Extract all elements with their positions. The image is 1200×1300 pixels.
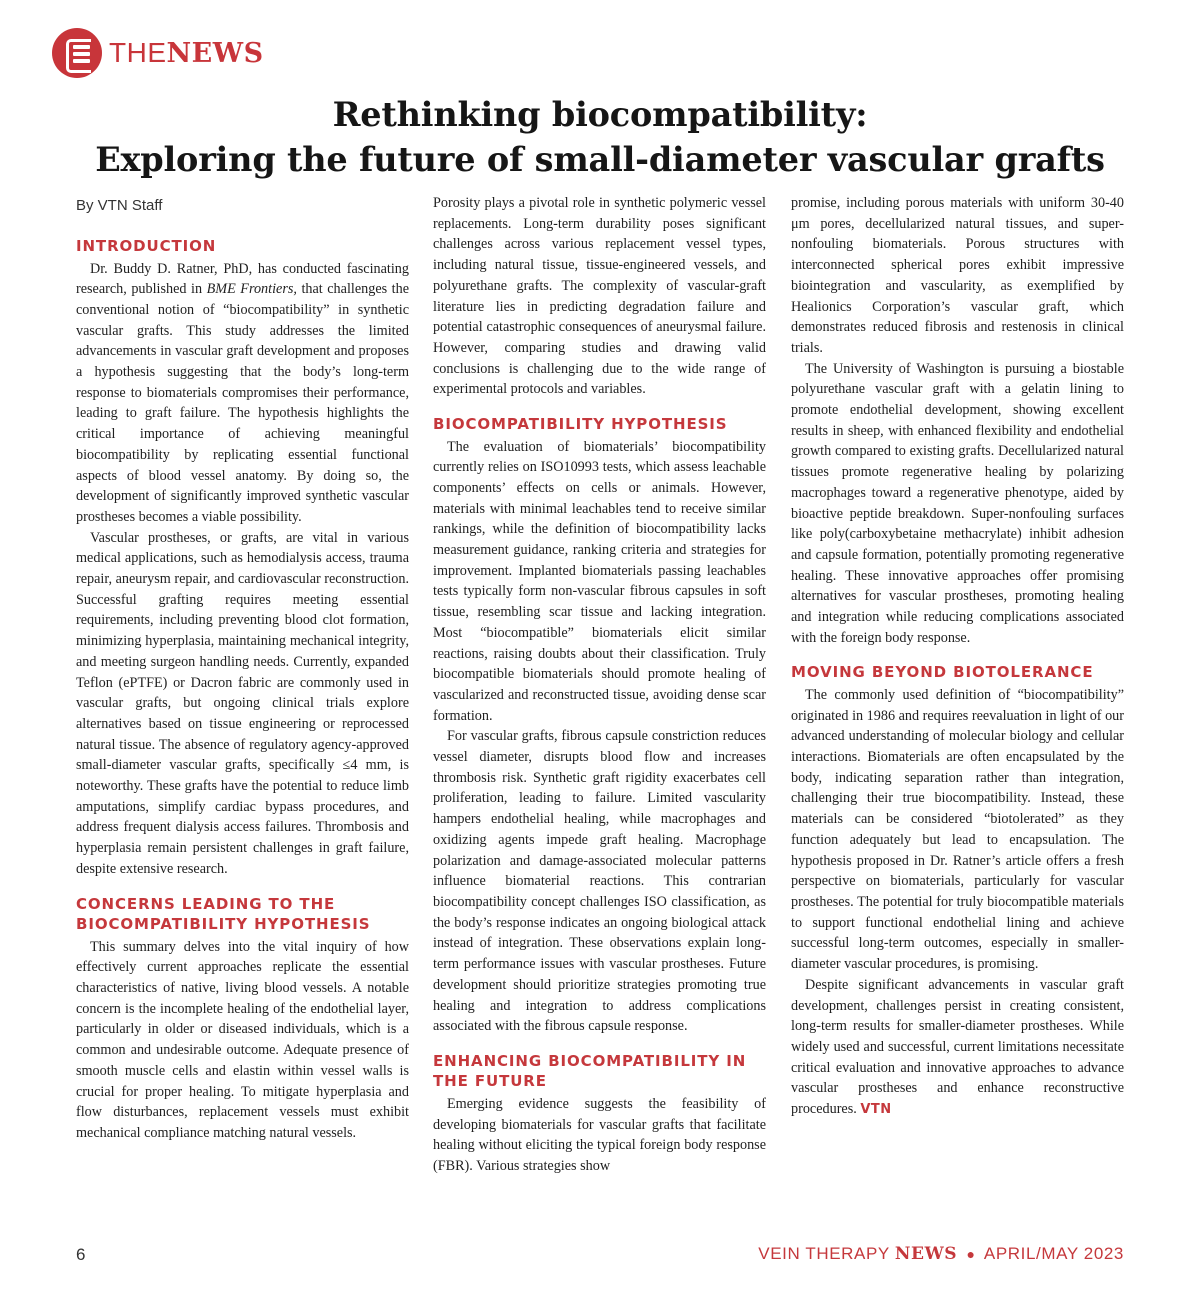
paragraph-biotolerance: The commonly used definition of “biocompatibility” originated in 1986 and requires reevaluation in light of our advanced understanding of molecular biology and cellular interactions. Biomaterials are often encapsulated by the body, indicating separation rather than integration, challenging their true biocompatibility. Instead, these materials can be considered “biotolerated” as they function adequately but lead to encapsulation. The hypothesis proposed in Dr. Ratner’s article offers a fresh perspective on biomaterials, particularly for vascular prostheses. The potential for truly biocompatible materials to support functional endothelial lining and achieve successful long-term outcomes, especially in smaller-diameter vascular procedures, is promising. bbox=[791, 686, 1124, 973]
title-line-2: Exploring the future of small-diameter vascular grafts bbox=[95, 140, 1105, 179]
heading-concerns: CONCERNS LEADING TO THE BIOCOMPATIBILITY HYPOTHESIS bbox=[76, 894, 371, 934]
byline: By VTN Staff bbox=[76, 197, 163, 214]
heading-moving-beyond: MOVING BEYOND BIOTOLERANCE bbox=[791, 663, 1094, 682]
paragraph-intro-1 bbox=[76, 259, 409, 528]
paragraph-hypothesis-2: For vascular grafts, fibrous capsule constriction reduces vessel diameter, disrupts blood flow and increases thrombosis risk. Synthetic graft rigidity exacerbates cell proliferation, leading to failure. Limited vascularity hampers endothelial healing, while macrophages and oxidizing agents impede graft healing. Macrophage polarization and damage-associated molecular patterns influence biomaterial reactions. This contrarian biocompatibility concept challenges ISO classification, as the body’s response indicates an ongoing biological attack instead of integration. These observations explain long-term performance issues with vascular prostheses. Future development should prioritize strategies promoting true healing and integration to address complications associated with the fibrous capsule response. bbox=[433, 728, 766, 1035]
article-title bbox=[0, 92, 1200, 182]
end-mark: VTN bbox=[860, 1102, 892, 1118]
column-2 bbox=[433, 193, 766, 1177]
paragraph-hypothesis-1: The evaluation of biomaterials’ biocompatibility currently relies on ISO10993 tests, which assess leachable components’ effects on cells or animals. However, materials with minimal leachables tend to receive similar rankings, while the definition of biocompatibility lacks measurement guidance, ranking criteria and strategies for improvement. Implanted biomaterials passing leachables tests typically form non-vascular fibrous capsules in soft tissue, resembling scar tissue and lacking integration. Most “biocompatible” biomaterials elicit similar reactions, raising doubts about their classification. Truly biocompatible biomaterials should promote healing of vascularized and reconstructed tissue, avoiding dense scar formation. bbox=[433, 438, 766, 724]
heading-introduction: INTRODUCTION bbox=[76, 237, 217, 255]
paragraph-porosity: Porosity plays a pivotal role in synthetic polymeric vessel replacements. Long-term durability poses significant challenges across various replacement vessel types, including natural tissue, tissue-engineered vessels, and polyurethane grafts. The complexity of vascular-graft literature lies in predicting degradation failure and potential catastrophic consequences of aneurysmal failure. However, comparing studies and drawing valid conclusions is challenging due to the wide range of experimental protocols and variables. bbox=[433, 195, 766, 398]
footer-issue: APRIL/MAY 2023 bbox=[983, 1244, 1124, 1263]
logo-wordmark bbox=[109, 37, 264, 69]
paragraph-intro-2: Vascular prostheses, or grafts, are vital in various medical applications, such as hemodialysis access, trauma repair, aneurysm repair, and cardiovascular reconstruction. Successful grafting requires meeting essential requirements, including preventing blood clot formation, minimizing hyperplasia, maintaining mechanical integrity, and meeting surgeon handling needs. Currently, expanded Teflon (ePTFE) or Dacron fabric are commonly used in vascular grafts, but ongoing clinical trials explore alternatives based on tissue engineering or reprocessed natural tissue. The absence of regulatory agency-approved small-diameter vascular grafts, specifically ≤4 mm, is noteworthy. These grafts have the potential to reduce limb amputations, simplify cardiac bypass procedures, and address frequent dialysis access failures. Thrombosis and hyperplasia remain persistent challenges in graft failure, despite extensive research. bbox=[76, 529, 409, 877]
heading-hypothesis: BIOCOMPATIBILITY HYPOTHESIS bbox=[433, 415, 728, 434]
newspaper-icon bbox=[52, 28, 102, 78]
paragraph-text: Dr. Buddy D. Ratner, PhD, has conducted fascinating research, published in bbox=[76, 260, 409, 298]
logo-news: NEWS bbox=[166, 38, 264, 69]
paragraph-concerns: This summary delves into the vital inquiry of how effectively current approaches replicate the essential characteristics of native, living blood vessels. A notable concern is the incomplete healing of the endothelial layer, particularly in older or diseased individuals, which is a common and undesirable outcome. Adequate presence of smooth muscle cells and elastin within vessel walls is crucial for proper healing. To mitigate hyperplasia and flow disturbances, replacement vessels must exhibit mechanical compliance matching natural vessels. bbox=[76, 938, 409, 1141]
footer-pub-prefix: VEIN THERAPY bbox=[758, 1244, 890, 1263]
journal-name: BME Frontiers, bbox=[206, 281, 297, 298]
paragraph-strategies: promise, including porous materials with uniform 30-40 μm pores, decellularized natural tissues, and super-nonfouling biomaterials. Porous structures with interconnected spherical pores exhibit impressive biointegration and vascularity, as exemplified by Healionics Corporation’s vascular graft, which demonstrates reduced fibrosis and restenosis in clinical trials. bbox=[791, 195, 1124, 356]
column-1 bbox=[76, 193, 409, 1144]
paragraph-conclusion bbox=[791, 975, 1124, 1121]
column-3 bbox=[791, 193, 1124, 1121]
heading-enhancing: ENHANCING BIOCOMPATIBILITY IN THE FUTURE bbox=[433, 1051, 747, 1091]
title-line-1: Rethinking biocompatibility: bbox=[332, 95, 868, 134]
paragraph-text: Despite significant advancements in vascular graft development, challenges persist in creating consistent, long-term results for smaller-diameter prostheses. While widely used and successful, current limitations necessitate critical evaluation and innovative approaches to advance vascular prostheses and enhance reconstructive procedures. bbox=[791, 976, 1124, 1118]
paragraph-enhancing: Emerging evidence suggests the feasibility of developing biomaterials for vascular grafts that facilitate healing without eliciting the typical foreign body response (FBR). Various strategies show bbox=[433, 1095, 766, 1175]
footer-pub-news: NEWS bbox=[894, 1244, 958, 1264]
page-number: 6 bbox=[76, 1245, 86, 1264]
paragraph-washington: The University of Washington is pursuing a biostable polyurethane vascular graft with a gelatin lining to promote endothelial development, showing excellent results in sheep, with enhanced flexibility and endothelial growth compared to existing grafts. Decellularized natural tissues promote regenerative healing by polarizing macrophages toward a regenerative phenotype, aided by bioactive peptide breakdown. Super-nonfouling surfaces like poly(carboxybetaine methacrylate) inhibit adhesion and capsule formation, potentially promoting regenerative healing. These innovative approaches offer promising alternatives for vascular prostheses, promoting healing and integration while reducing complications associated with the foreign body response. bbox=[791, 360, 1124, 646]
publication-footer bbox=[758, 1244, 1124, 1264]
logo-the: THE bbox=[109, 37, 167, 68]
header-logo bbox=[52, 28, 264, 78]
footer-separator: ● bbox=[966, 1246, 976, 1262]
paragraph-text: that challenges the conventional notion of “biocompatibility” in synthetic vascular grafts. This study addresses the limited advancements in vascular graft development and proposes a hypothesis suggesting that the body’s long-term response to biomaterials compromises their performance, leading to graft failure. The hypothesis highlights the critical importance of achieving meaningful biocompatibility by replicating essential functional aspects of blood vessel anatomy. By doing so, the development of significantly improved synthetic vascular prostheses becomes a viable possibility. bbox=[76, 281, 409, 525]
